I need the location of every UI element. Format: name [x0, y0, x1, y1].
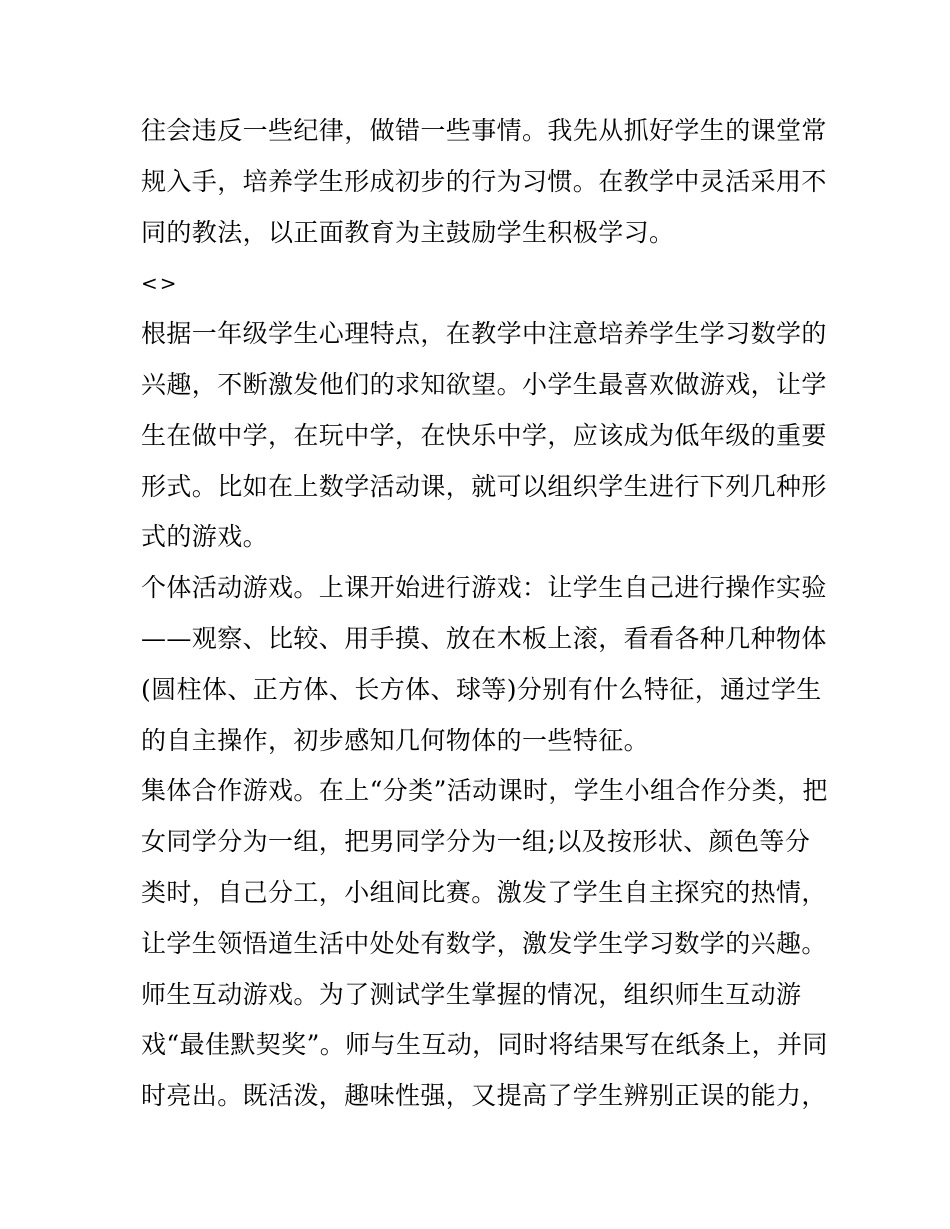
text-line: 戏“最佳默契奖”。师与生互动，同时将结果写在纸条上，并同	[141, 1030, 828, 1060]
text-line: (圆柱体、正方体、长方体、球等)分别有什么特征，通过学生	[141, 674, 822, 704]
text-line: 让学生领悟道生活中处处有数学，激发学生学习数学的兴趣。	[141, 928, 827, 958]
text-line: 兴趣，不断激发他们的求知欲望。小学生最喜欢做游戏，让学	[141, 369, 827, 399]
document-body	[141, 106, 828, 1122]
text-line: 的自主操作，初步感知几何物体的一些特征。	[141, 725, 650, 755]
text-line: 同的教法，以正面教育为主鼓励学生积极学习。	[141, 217, 675, 247]
text-line: 师生互动游戏。为了测试学生掌握的情况，组织师生互动游	[141, 979, 802, 1009]
text-line: 时亮出。既活泼，趣味性强，又提高了学生辨别正误的能力，	[141, 1081, 827, 1111]
text-line: 集体合作游戏。在上“分类”活动课时，学生小组合作分类，把	[141, 776, 828, 806]
text-line: 女同学分为一组，把男同学分为一组;以及按形状、颜色等分	[141, 827, 811, 857]
text-line: 根据一年级学生心理特点，在教学中注意培养学生学习数学的	[141, 319, 827, 349]
text-line: 式的游戏。	[141, 522, 269, 552]
text-line: 往会违反一些纪律，做错一些事情。我先从抓好学生的课堂常	[141, 116, 827, 145]
text-line: 类时，自己分工，小组间比赛。激发了学生自主探究的热情，	[141, 877, 827, 907]
section-marker: <>	[141, 271, 179, 296]
text-line: 个体活动游戏。上课开始进行游戏：让学生自己进行操作实验	[141, 573, 827, 603]
text-line: 规入手，培养学生形成初步的行为习惯。在教学中灵活采用不	[141, 166, 827, 196]
text-line: ——观察、比较、用手摸、放在木板上滚，看看各种几种物体	[141, 623, 827, 653]
text-line: 形式。比如在上数学活动课，就可以组织学生进行下列几种形	[141, 471, 827, 501]
text-line: 生在做中学，在玩中学，在快乐中学，应该成为低年级的重要	[141, 420, 827, 450]
